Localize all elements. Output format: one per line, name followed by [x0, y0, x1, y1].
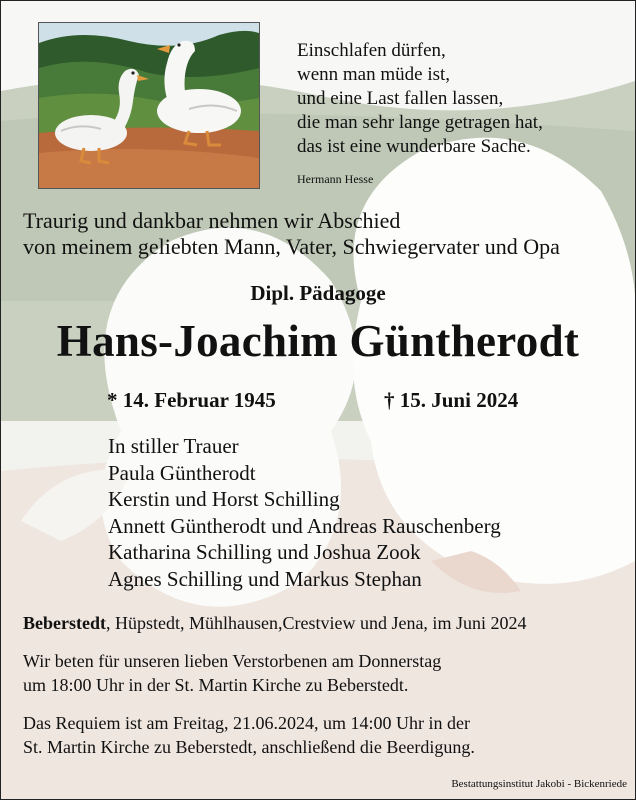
mourners-heading: In stiller Trauer [108, 434, 239, 458]
quote-author: Hermann Hesse [297, 172, 374, 186]
birth-date: * 14. Februar 1945 [107, 388, 276, 412]
intro-line: Traurig und dankbar nehmen wir Abschied [23, 208, 401, 233]
mourner-name: Annett Güntherodt und Andreas Rauschenberg [108, 513, 501, 538]
place-date-line [23, 613, 526, 634]
place-town: Beberstedt [23, 613, 106, 633]
intro-line: von meinem geliebten Mann, Vater, Schwiegervater und Opa [23, 234, 560, 259]
mourner-name: Katharina Schilling und Joshua Zook [108, 540, 421, 565]
prayer-notice [23, 649, 441, 697]
requiem-line: Das Requiem ist am Freitag, 21.06.2024, um 14:00 Uhr in der [23, 713, 470, 733]
mourner-name: Kerstin und Horst Schilling [108, 487, 340, 512]
death-date: † 15. Juni 2024 [384, 388, 519, 412]
quote-line: und eine Last fallen lassen, [297, 88, 504, 109]
profession-title: Dipl. Pädagoge [250, 281, 386, 305]
quote-block [297, 39, 543, 159]
quote-line: wenn man müde ist, [297, 64, 451, 85]
requiem-line: St. Martin Kirche zu Beberstedt, anschließend die Beerdigung. [23, 737, 475, 757]
requiem-notice [23, 711, 475, 759]
mourner-name: Paula Güntherodt [108, 460, 256, 485]
deceased-name: Hans-Joachim Güntherodt [56, 316, 580, 366]
painting-two-white-geese-icon [39, 23, 259, 188]
funeral-home-credit: Bestattungsinstitut Jakobi - Bickenriede [451, 778, 627, 790]
place-rest: , Hüpstedt, Mühlhausen,Crestview und Jena, im Juni 2024 [105, 613, 527, 633]
intro-text [23, 208, 560, 260]
prayer-line: um 18:00 Uhr in der St. Martin Kirche zu Beberstedt. [23, 675, 409, 695]
geese-painting-image [38, 22, 260, 189]
quote-line: die man sehr lange getragen hat, [297, 112, 543, 133]
mourners-list [108, 433, 501, 593]
mourner-name: Agnes Schilling und Markus Stephan [108, 566, 422, 591]
quote-line: Einschlafen dürfen, [297, 40, 446, 61]
quote-line: das ist eine wunderbare Sache. [297, 136, 531, 157]
prayer-line: Wir beten für unseren lieben Verstorbenen am Donnerstag [23, 651, 442, 671]
